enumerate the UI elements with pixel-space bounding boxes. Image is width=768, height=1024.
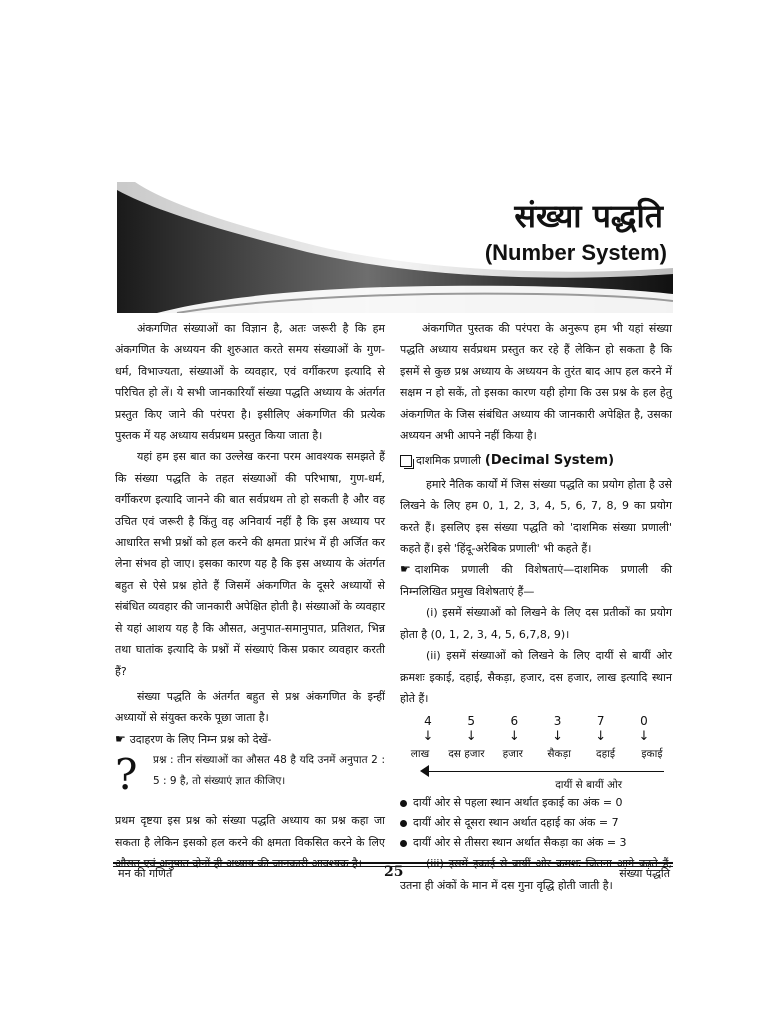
place-name: सैकड़ा — [547, 748, 571, 761]
bullet-text: दायीं ओर से दूसरा स्थान अर्थात दहाई का अंक = 7 — [413, 816, 619, 830]
digit: 7 — [596, 714, 605, 729]
right-paragraph-1: अंकगणित पुस्तक की परंपरा के अनुरूप हम भी यहां संख्या पद्धति अध्याय सर्वप्रथम प्रस्तुत कर रहे हैं लेकिन हो सकता है कि इसमें से कुछ प्रश्न अध्याय के अध्ययन के तुरंत बाद आप हल करने में सक्षम न हो सकें, तो इसका कारण यही होगा कि उस प्रश्न के हल हेतु अंकगणित के जिस संबंधित अध्याय की जानकारी अपेक्षित है, उसका अध्ययन अभी आपने नहीं किया है। — [400, 322, 672, 443]
place-value-names — [400, 745, 672, 763]
down-arrow-icon: ↓ — [552, 729, 564, 745]
digit: 6 — [510, 714, 519, 729]
right-paragraph-2: हमारे नैतिक कार्यों में जिस संख्या पद्धति का प्रयोग होता है उसे लिखने के लिए हम 0, 1, 2, 3, 4, 5, 6, 7, 8, 9 का प्रयोग करते हैं। इसलिए इस संख्या पद्धति को 'दाशमिक संख्या प्रणाली' कहते हैं। इसे 'हिंदू-अरेबिक प्रणाली' भी कहते हैं। — [400, 477, 672, 556]
left-column — [115, 318, 385, 874]
bullet-item — [400, 813, 672, 833]
footer-book-title: मन की गणित — [118, 867, 173, 880]
example-intro-text: उदाहरण के लिए निम्न प्रश्न को देखें- — [129, 732, 272, 746]
chapter-title-hindi: संख्या पद्धति — [514, 197, 663, 235]
feature-point-1: (i) इसमें संख्याओं को लिखने के लिए दस प्रतीकों का प्रयोग होता है (0, 1, 2, 3, 4, 5, 6,7,8, 9)। — [400, 606, 672, 641]
direction-line — [426, 771, 664, 772]
direction-label: दायीं से बायीं ओर — [555, 779, 622, 792]
question-mark-icon: ? — [115, 750, 138, 800]
digit: 0 — [640, 714, 648, 729]
section-heading-english: (Decimal System) — [484, 453, 615, 469]
checkbox-icon — [400, 455, 412, 467]
down-arrow-icon: ↓ — [508, 729, 520, 745]
bullet-dot-icon — [400, 800, 407, 807]
pointing-hand-icon: ☛ — [115, 731, 126, 746]
down-arrow-icon: ↓ — [465, 729, 477, 745]
chapter-banner — [117, 182, 673, 313]
chapter-title-english: (Number System) — [484, 240, 667, 265]
direction-arrow — [420, 765, 664, 777]
place-value-arrows — [400, 729, 672, 745]
place-value-digits — [400, 713, 672, 729]
example-intro-line — [115, 729, 385, 750]
bullet-text: दायीं ओर से पहला स्थान अर्थात इकाई का अंक = 0 — [413, 796, 623, 810]
feature-point-3: (iii) इसमें इकाई से बायीं ओर क्रमशः जितना आगे बढ़ते हैं, उतना ही अंकों के मान में दस गुना वृद्धि होती जाती है। — [400, 857, 672, 892]
section-heading-decimal-system — [400, 450, 672, 471]
section-heading-hindi: दाशमिक प्रणाली — [416, 454, 481, 468]
pointing-hand-icon: ☛ — [400, 562, 411, 577]
place-name: दस हजार — [448, 748, 485, 761]
bullet-dot-icon — [400, 820, 407, 827]
page-number: 25 — [384, 864, 404, 880]
bullet-item — [400, 833, 672, 853]
example-question: प्रश्न : तीन संख्याओं का औसत 48 है यदि उनमें अनुपात 2 : 5 : 9 है, तो संख्याएं ज्ञात कीजिए। — [153, 754, 385, 788]
bullet-item — [400, 793, 672, 813]
left-paragraph-2: यहां हम इस बात का उल्लेख करना परम आवश्यक समझते हैं कि संख्या पद्धति के तहत संख्याओं की परिभाषा, गुण-धर्म, वर्गीकरण इत्यादि जानने की बात सर्वप्रथम तो हो सकती है और वह उचित एवं जरूरी है किंतु वह अनिवार्य नहीं है कि इस अध्याय पर आधारित सभी प्रश्नों को हल करने की क्षमता प्रारंभ में ही अर्जित कर लेना संभव हो जाए। इसका कारण यह है कि इस अध्याय के अंतर्गत बहुत से ऐसे प्रश्न होते हैं जिसमें अंकगणित के दूसरे अध्यायों से संबंधित व्यवहार की जानकारी अपेक्षित होती है। संख्याओं के व्यवहार से यहां आशय यह है कि औसत, अनुपात-समानुपात, प्रतिशत, भिन्न तथा घातांक इत्यादि के प्रश्नों में संख्याएं किस प्रकार व्यवहार करती हैं? — [115, 450, 385, 678]
features-intro-line — [400, 559, 672, 602]
down-arrow-icon: ↓ — [422, 729, 434, 745]
right-column — [400, 318, 672, 896]
digit: 4 — [424, 714, 432, 729]
digit: 5 — [467, 714, 475, 729]
question-box — [115, 750, 385, 810]
down-arrow-icon: ↓ — [638, 729, 650, 745]
place-name: लाख — [410, 748, 430, 761]
footer-chapter-title: संख्या पद्धति — [619, 867, 670, 880]
left-paragraph-3: संख्या पद्धति के अंतर्गत बहुत से प्रश्न अंकगणित के इन्हीं अध्यायों से संयुक्त करके पूछा जाता है। — [115, 689, 385, 725]
features-intro-text: दाशमिक प्रणाली की विशेषताएं—दाशमिक प्रणाली की निम्नलिखित प्रमुख विशेषताएं हैं— — [400, 563, 672, 598]
place-name: हजार — [502, 748, 523, 761]
left-paragraph-1: अंकगणित संख्याओं का विज्ञान है, अतः जरूरी है कि हम अंकगणित के अध्ययन की शुरुआत करते समय संख्याओं के गुण-धर्म, विभाज्यता, संख्याओं के व्यवहार, एवं वर्गीकरण इत्यादि से परिचित हो लें। ये सभी जानकारियाँ संख्या पद्धति अध्याय के अंतर्गत प्रस्तुत किए जाने की परंपरा है। इसीलिए अंकगणित की प्रत्येक पुस्तक में यह अध्याय सर्वप्रथम प्रस्तुत किया जाता है। — [115, 322, 385, 443]
place-name: दहाई — [596, 748, 616, 761]
bullet-dot-icon — [400, 840, 407, 847]
feature-point-2: (ii) इसमें संख्याओं को लिखने के लिए दायीं से बायीं ओर क्रमशः इकाई, दहाई, सैकड़ा, हजार, दस हजार, लाख इत्यादि स्थान होते हैं। — [400, 649, 672, 705]
left-paragraph-4: प्रथम दृष्टया इस प्रश्न को संख्या पद्धति अध्याय का प्रश्न कहा जा सकता है लेकिन इसको हल करने की क्षमता विकसित करने के लिए औसत एवं अनुपात दोनों ही अध्याय की जानकारी आवश्यक है। — [115, 814, 385, 870]
down-arrow-icon: ↓ — [595, 729, 607, 745]
bullet-text: दायीं ओर से तीसरा स्थान अर्थात सैकड़ा का अंक = 3 — [413, 836, 627, 850]
digit: 3 — [553, 714, 562, 729]
place-name: इकाई — [641, 748, 663, 761]
